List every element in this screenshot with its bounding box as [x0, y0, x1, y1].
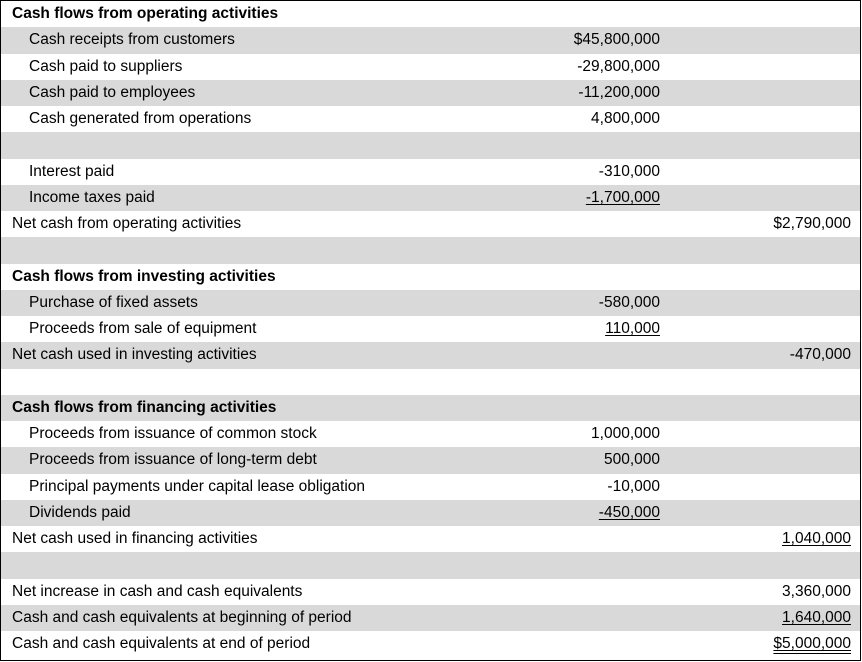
row-label: Dividends paid [29, 503, 131, 521]
row-label: Cash and cash equivalents at beginning of period [12, 608, 352, 626]
statement-row [1, 447, 860, 473]
detail-amount: -10,000 [607, 477, 660, 495]
detail-amount: -310,000 [598, 162, 660, 180]
row-label: Net cash used in investing activities [12, 346, 257, 364]
detail-amount: -1,700,000 [585, 188, 660, 206]
statement-row [1, 106, 860, 132]
detail-amount: 1,000,000 [591, 425, 660, 442]
spacer-row [1, 132, 860, 158]
row-label: Cash generated from operations [29, 110, 252, 127]
spacer-row [1, 552, 860, 578]
statement-row [1, 342, 860, 368]
statement-row [1, 290, 860, 316]
section-heading: Cash flows from operating activities [12, 5, 279, 22]
row-label: Interest paid [29, 162, 115, 180]
statement-row [1, 27, 860, 53]
section-heading: Cash flows from investing activities [12, 267, 276, 285]
detail-amount: -450,000 [598, 503, 660, 521]
statement-row [1, 395, 860, 421]
detail-amount: -11,200,000 [578, 83, 660, 101]
statement-row [1, 526, 860, 552]
row-label: Proceeds from issuance of common stock [29, 425, 317, 442]
detail-amount: -580,000 [598, 293, 660, 311]
total-amount: 1,640,000 [782, 608, 851, 626]
total-amount: -470,000 [789, 346, 851, 364]
row-label: Proceeds from sale of equipment [29, 320, 257, 337]
spacer-row [1, 237, 860, 263]
total-amount: $5,000,000 [773, 635, 851, 652]
statement-row [1, 1, 860, 27]
statement-row [1, 159, 860, 185]
detail-amount: 110,000 [605, 320, 660, 337]
row-label: Purchase of fixed assets [29, 293, 198, 311]
total-amount: 1,040,000 [782, 530, 851, 547]
row-label: Proceeds from issuance of long-term debt [29, 451, 317, 469]
row-label: Net cash from operating activities [12, 215, 242, 232]
row-label: Net cash used in financing activities [12, 530, 258, 547]
row-label: Cash receipts from customers [29, 31, 235, 49]
row-label: Cash and cash equivalents at end of period [12, 635, 311, 652]
row-label: Principal payments under capital lease obligation [29, 477, 366, 495]
statement-row [1, 185, 860, 211]
total-amount: 3,360,000 [782, 582, 851, 600]
total-amount: $2,790,000 [773, 215, 851, 232]
statement-row [1, 631, 860, 657]
detail-amount: 500,000 [603, 451, 660, 469]
statement-row [1, 316, 860, 342]
statement-row [1, 211, 860, 237]
detail-amount: $45,800,000 [573, 31, 660, 49]
row-label: Net increase in cash and cash equivalents [12, 582, 303, 600]
statement-row [1, 500, 860, 526]
statement-row [1, 605, 860, 631]
detail-amount: 4,800,000 [591, 110, 660, 127]
statement-row [1, 421, 860, 447]
statement-row [1, 54, 860, 80]
statement-row [1, 579, 860, 605]
row-label: Cash paid to suppliers [29, 57, 183, 75]
statement-row [1, 80, 860, 106]
statement-row [1, 264, 860, 290]
section-heading: Cash flows from financing activities [12, 398, 277, 416]
row-label: Income taxes paid [29, 188, 155, 206]
row-label: Cash paid to employees [29, 83, 196, 101]
spacer-row [1, 369, 860, 395]
detail-amount: -29,800,000 [577, 57, 660, 75]
statement-row [1, 474, 860, 500]
